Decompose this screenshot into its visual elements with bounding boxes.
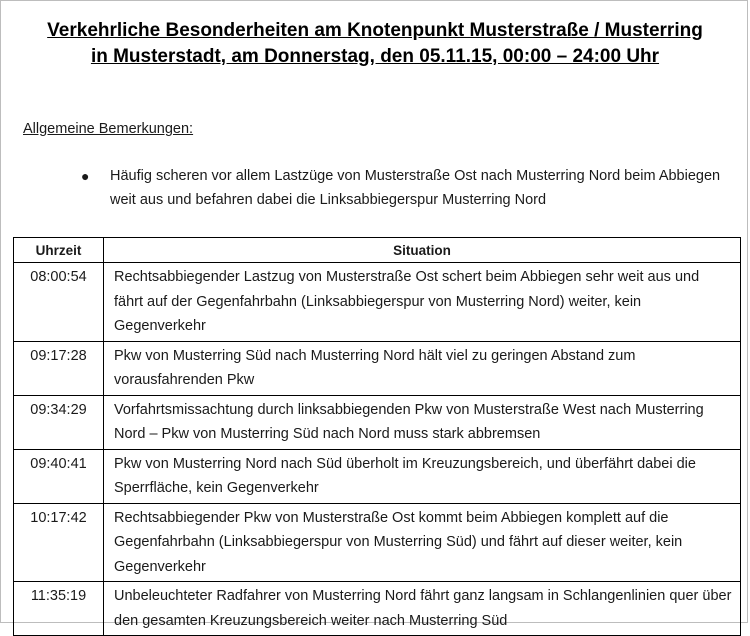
table-row [14, 395, 741, 449]
table-row [14, 341, 741, 395]
bullet-icon: ● [81, 168, 90, 184]
row-situation: Pkw von Musterring Nord nach Süd überholt im Kreuzungsbereich, und überfährt dabei die Sperrfläche, kein Gegenverkehr [104, 449, 741, 503]
remarks-bullet-text: Häufig scheren vor allem Lastzüge von Musterstraße Ost nach Musterring Nord beim Abbiegen weit aus und befahren dabei die Linksabbiegerspur Musterring Nord [110, 168, 721, 208]
row-time: 10:17:42 [14, 503, 104, 582]
table-row [14, 503, 741, 582]
row-situation: Pkw von Musterring Süd nach Musterring Nord hält viel zu geringen Abstand zum vorausfahrenden Pkw [104, 341, 741, 395]
title-line-2: in Musterstadt, am Donnerstag, den 05.11.15, 00:00 – 24:00 Uhr [90, 46, 660, 67]
remarks-heading: Allgemeine Bemerkungen: [23, 121, 194, 137]
header-situation: Situation [104, 238, 741, 263]
table-header-row [14, 238, 741, 263]
table-row [14, 263, 741, 342]
row-situation: Rechtsabbiegender Lastzug von Musterstraße Ost schert beim Abbiegen sehr weit aus und fährt auf der Gegenfahrbahn (Linksabbiegerspur von Musterring Nord) weiter, kein Gegenverkehr [104, 263, 741, 342]
events-table-wrapper [13, 237, 741, 636]
remarks-bullet-item [81, 164, 721, 212]
table-row [14, 582, 741, 636]
events-table [13, 237, 741, 636]
row-time: 09:40:41 [14, 449, 104, 503]
document-title [1, 18, 749, 70]
row-time: 09:17:28 [14, 341, 104, 395]
row-time: 09:34:29 [14, 395, 104, 449]
row-situation: Rechtsabbiegender Pkw von Musterstraße Ost kommt beim Abbiegen komplett auf die Gegenfahrbahn (Linksabbiegerspur von Musterring Süd) und fährt auf dieser weiter, kein Gegenverkehr [104, 503, 741, 582]
row-time: 08:00:54 [14, 263, 104, 342]
header-time: Uhrzeit [14, 238, 104, 263]
row-time: 11:35:19 [14, 582, 104, 636]
row-situation: Vorfahrtsmissachtung durch linksabbiegenden Pkw von Musterstraße West nach Musterring Nord – Pkw von Musterring Süd nach Nord muss stark abbremsen [104, 395, 741, 449]
table-row [14, 449, 741, 503]
row-situation: Unbeleuchteter Radfahrer von Musterring Nord fährt ganz langsam in Schlangenlinien quer über den gesamten Kreuzungsbereich weiter nach Musterring Süd [104, 582, 741, 636]
title-line-1: Verkehrliche Besonderheiten am Knotenpunkt Musterstraße / Musterring [47, 20, 703, 41]
